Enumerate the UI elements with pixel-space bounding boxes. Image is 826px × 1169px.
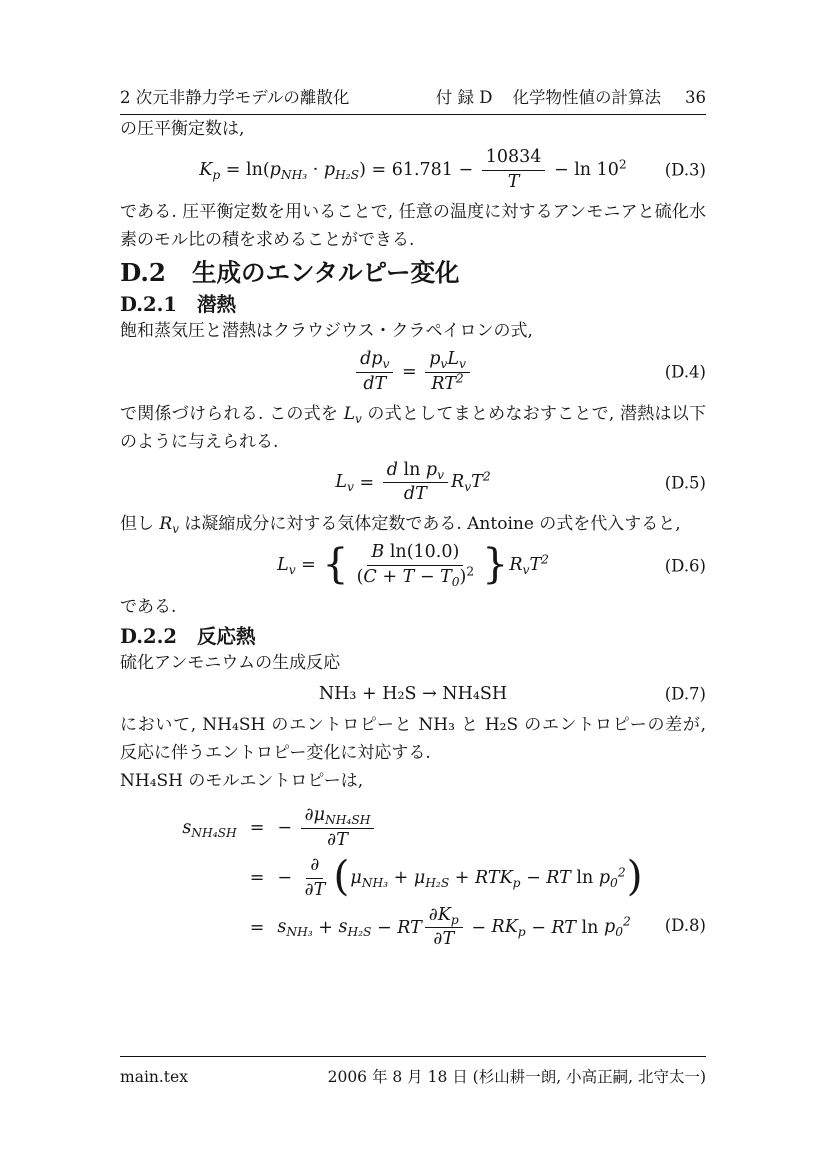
header-right-group	[436, 84, 706, 108]
section-number: D.2	[120, 257, 166, 287]
header-left-title: 2 次元非静力学モデルの離散化	[120, 88, 350, 107]
subsection-title: 反応熱	[196, 625, 256, 648]
equation-d5-tag: (D.5)	[664, 473, 706, 493]
paragraph-molar-entropy-intro: NH₄SH のモルエントロピーは,	[120, 771, 364, 791]
equation-d8-line2-rhs: − $\frac{\partial}{\partial T}$ ($\mu_{NH_3} + \mu_{H_2S} + RTK_p$ − RT $\ln p_0^2$)	[277, 852, 643, 901]
equation-d3-body: $K_p = \ln(p_{NH_3} \cdot p_{H_2S}) = 61.781$ − $\frac{10834}{T}$ − $\ln 10^2$	[199, 147, 627, 192]
subsection-number: D.2.2	[120, 625, 177, 648]
footer-filename: main.tex	[120, 1068, 188, 1086]
footer-date-authors: 2006 年 8 月 18 日 (杉山耕一朗, 小高正嗣, 北守太一)	[327, 1068, 706, 1086]
equation-d7-tag: (D.7)	[664, 684, 706, 704]
equation-d8	[120, 805, 706, 951]
equation-d8-line3-rhs: $s_{NH_3} + s_{H_2S}$ − RT $\frac{\partial K_p}{\partial T}$ − $RK_p$ − RT $\ln p_0^2$	[277, 904, 631, 950]
paragraph-clausius-clapeyron: 飽和蒸気圧と潜熱はクラウジウス・クラペイロンの式,	[120, 320, 533, 341]
equation-d8-line1-rhs: − $\frac{\partial\mu_{NH_4SH}}{\partial T}$	[277, 805, 643, 852]
equation-d6	[120, 539, 706, 590]
equation-d4-body: $\frac{dp_v}{dT}$ = $\frac{p_vL_v}{RT^2}$	[353, 349, 473, 396]
equation-d8-tag: (D.8)	[664, 916, 706, 936]
equation-d8-line1-lhs: $s_{NH_4SH}$	[182, 818, 237, 841]
paragraph-equilibrium-intro: の圧平衡定数は,	[120, 119, 245, 139]
page-footer	[120, 1056, 706, 1087]
page-header	[120, 84, 706, 115]
inline-math-Lv: $L_v$	[343, 403, 362, 426]
paragraph-gas-constant-note	[120, 510, 706, 538]
header-appendix-title: 化学物性値の計算法	[512, 88, 661, 107]
page-number: 36	[685, 88, 706, 107]
equation-d6-tag: (D.6)	[664, 556, 706, 576]
inline-math-Rv: $R_v$	[159, 514, 179, 537]
subsection-heading-d21	[120, 289, 706, 317]
subsection-title: 潜熱	[196, 292, 236, 316]
paragraph-formation-reaction: 硫化アンモニウムの生成反応	[120, 653, 341, 673]
equation-d7-body: NH₃ + H₂S → NH₄SH	[318, 684, 508, 704]
paragraph-segment: で関係づけられる. この式を	[120, 403, 344, 424]
equation-d6-body: $L_v$ = { $\frac{\text{B ln(10.0)}}{(C + T - T_0)^2}$ }$R_vT^2$	[277, 539, 549, 590]
section-title: 生成のエンタルピー変化	[191, 257, 460, 287]
equation-d5	[120, 460, 706, 507]
equation-d7	[120, 681, 706, 707]
subsection-number: D.2.1	[120, 292, 177, 316]
paragraph-dearu: である.	[120, 597, 177, 617]
paragraph-entropy-difference: において, NH₄SH のエントロピーと NH₃ と H₂S のエントロピーの差が, 反応に伴うエントロピー変化に対応する.	[120, 715, 706, 763]
paragraph-segment: は凝縮成分に対する気体定数である. Antoine の式を代入すると,	[178, 514, 681, 535]
header-appendix-label: 付 録 D	[435, 88, 493, 107]
paragraph-latent-heat-derivation	[120, 400, 706, 456]
equation-d4-tag: (D.4)	[664, 362, 706, 382]
equation-d8-line2-rel: =	[249, 868, 265, 889]
equation-d3	[120, 147, 706, 194]
paragraph-segment: 但し	[120, 514, 160, 535]
equation-d5-body: $L_v$ = $\frac{d \ln p_v}{dT}$ $R_vT^2$	[335, 459, 491, 505]
paragraph-segment: の式としてまとめなおすことで, 潜熱は以下のように与えられる.	[120, 403, 706, 452]
subsection-heading-d22	[120, 621, 706, 649]
equation-d8-grid	[120, 805, 706, 951]
equation-d8-line3-rel: =	[249, 917, 265, 938]
equation-d4	[120, 349, 706, 396]
equation-d8-line1-rel: =	[249, 818, 265, 839]
paragraph-equilibrium-use: である. 圧平衡定数を用いることで, 任意の温度に対するアンモニアと硫化水素のモル比の積を求めることができる.	[120, 201, 706, 250]
section-heading-d2	[120, 254, 706, 289]
equation-d3-tag: (D.3)	[664, 160, 706, 180]
